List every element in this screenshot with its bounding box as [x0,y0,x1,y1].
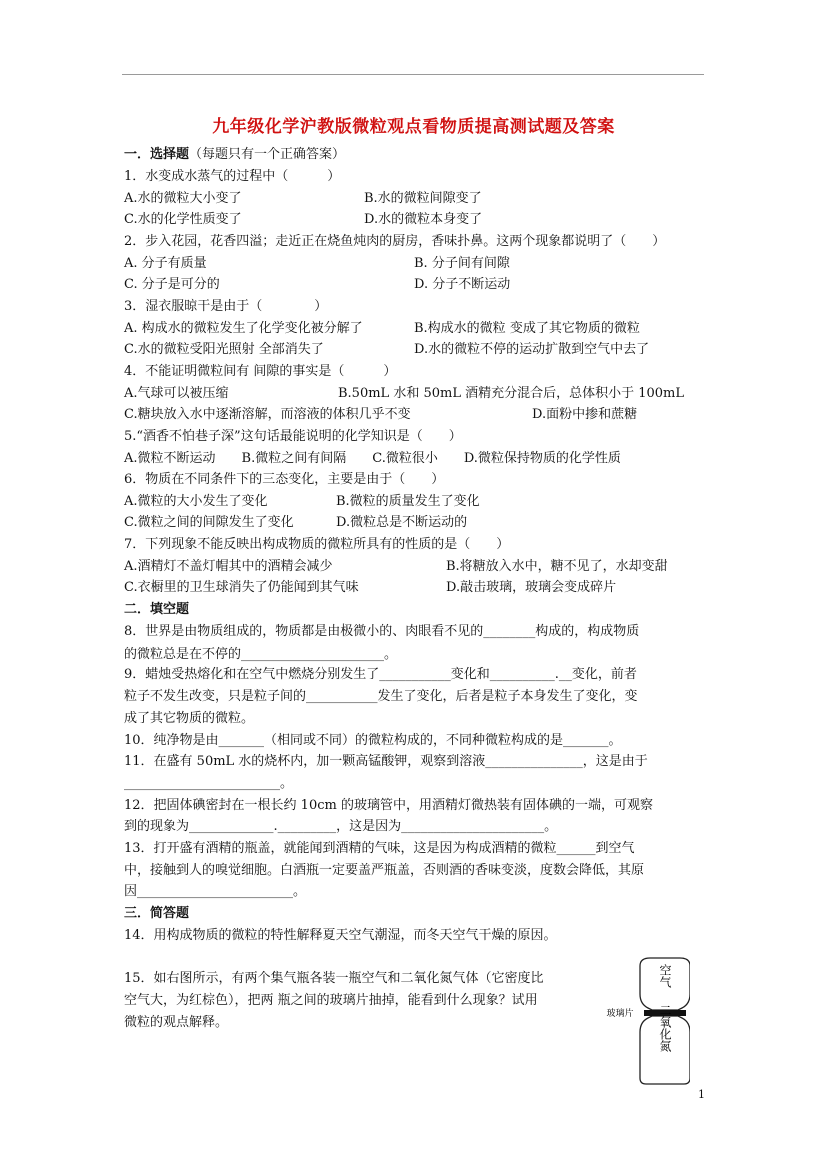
question-13-line-2: 中，接触到人的嗅觉细胞。白酒瓶一定要盖严瓶盖，否则酒的香味变淡，度数会降低，其原 [124,863,645,878]
q7-option-a: A.酒精灯不盖灯帽其中的酒精会减少 [124,559,333,574]
question-4-stem: 4．不能证明微粒间有 间隙的事实是（ ） [124,364,397,379]
q1-option-c: C.水的化学性质变了 [124,212,242,227]
question-13-line-1: 13．打开盛有酒精的瓶盖，就能闻到酒精的气味，这是因为构成酒精的微粒______到空气 [124,841,635,856]
q6-option-a: A.微粒的大小发生了变化 [124,494,268,509]
q6-option-b: B.微粒的质量发生了变化 [336,494,480,509]
page-title: 九年级化学沪教版微粒观点看物质提高测试题及答案 [212,117,615,137]
question-12-line-2: 到的现象为_____________._________，这是因为______________________。 [124,819,558,834]
q4-option-b: B.50mL 水和 50mL 酒精充分混合后，总体积小于 100mL [338,386,684,401]
question-14-line-1: 14．用构成物质的微粒的特性解释夏天空气潮湿，而冬天空气干燥的原因。 [124,928,557,943]
q1-option-b: B.水的微粒间隙变了 [364,191,482,206]
q4-option-d: D.面粉中掺和蔗糖 [532,407,638,422]
glass-plate-label: 玻璃片 [606,1009,634,1019]
question-5-stem: 5.“酒香不怕巷子深”这句话最能说明的化学知识是（ ） [124,429,462,444]
question-10-line-1: 10．纯净物是由_______（相同或不同）的微粒构成的，不同种微粒构成的是_______。 [124,733,622,748]
q7-option-b: B.将糖放入水中，糖不见了，水却变甜 [446,559,668,574]
q4-option-c: C.糖块放入水中逐渐溶解，而溶液的体积几乎不变 [124,407,411,422]
q6-option-d: D.微粒总是不断运动的 [336,515,468,530]
q4-option-a: A.气球可以被压缩 [124,386,229,401]
q6-option-c: C.微粒之间的间隙发生了变化 [124,515,294,530]
header-rule [122,74,704,75]
question-11-line-2: ________________________。 [124,776,294,791]
q3-option-d: D.水的微粒不停的运动扩散到空气中去了 [414,342,650,357]
q2-option-d: D. 分子不断运动 [414,277,511,292]
question-15-line-2: 空气大，为红棕色），把两 瓶之间的玻璃片抽掉，能看到什么现象？试用 [124,993,538,1008]
question-15-line-3: 微粒的观点解释。 [124,1015,229,1030]
q2-option-c: C. 分子是可分的 [124,277,220,292]
top-jar-label: 空气 [658,964,672,988]
question-2-stem: 2．步入花园，花香四溢；走近正在烧鱼炖肉的厨房，香味扑鼻。这两个现象都说明了（ ） [124,234,666,249]
page-number: 1 [698,1088,705,1101]
q1-option-a: A.水的微粒大小变了 [124,191,242,206]
question-11-line-1: 11．在盛有 50mL 水的烧杯内，加一颗高锰酸钾，观察到溶液_______________，这是由于 [124,754,648,769]
question-9-line-3: 成了其它物质的微粒。 [124,711,255,726]
section-label: 一．选择题 [124,147,190,162]
q7-option-d: D.敲击玻璃，玻璃会变成碎片 [446,580,617,595]
gas-jars-figure [600,956,690,1086]
question-9-line-1: 9．蜡烛受热熔化和在空气中燃烧分别发生了___________变化和__________.__变化，前者 [124,667,637,682]
question-3-stem: 3．湿衣服晾干是由于（ ） [124,299,328,314]
question-15-line-1: 15．如右图所示，有两个集气瓶各装一瓶空气和二氧化氮气体（它密度比 [124,971,544,986]
q3-option-c: C.水的微粒受阳光照射 全部消失了 [124,342,324,357]
q2-option-a: A. 分子有质量 [124,256,207,271]
section-heading-choice [124,146,345,164]
question-8-line-1: 8．世界是由物质组成的，物质都是由极微小的、肉眼看不见的________构成的，构成物质 [124,624,640,639]
question-12-line-1: 12．把固体碘密封在一根长约 10cm 的玻璃管中，用酒精灯微热装有固体碘的一端，可观察 [124,798,653,813]
bottom-jar-label: 二氧化氮 [658,1004,672,1052]
q7-option-c: C.衣橱里的卫生球消失了仍能闻到其气味 [124,580,359,595]
q3-option-b: B.构成水的微粒 变成了其它物质的微粒 [414,321,640,336]
q3-option-a: A. 构成水的微粒发生了化学变化被分解了 [124,321,363,336]
section-heading-fill: 二．填空题 [124,602,190,617]
question-8-line-2: 的微粒总是在不停的______________________。 [124,647,398,662]
q5-options: A.微粒不断运动 B.微粒之间有间隔 C.微粒很小 D.微粒保持物质的化学性质 [124,451,621,466]
question-7-stem: 7．下列现象不能反映出构成物质的微粒所具有的性质的是（ ） [124,537,510,552]
q2-option-b: B. 分子间有间隙 [414,256,510,271]
section-note: （每题只有一个正确答案） [189,147,346,162]
question-9-line-2: 粒子不发生改变，只是粒子间的___________发生了变化，后者是粒子本身发生了变化，变 [124,689,638,704]
question-1-stem: 1．水变成水蒸气的过程中（ ） [124,169,341,184]
question-13-line-3: 因________________________。 [124,884,307,899]
q1-option-d: D.水的微粒本身变了 [364,212,483,227]
question-6-stem: 6．物质在不同条件下的三态变化，主要是由于（ ） [124,472,445,487]
section-heading-short-answer: 三．简答题 [124,906,190,921]
